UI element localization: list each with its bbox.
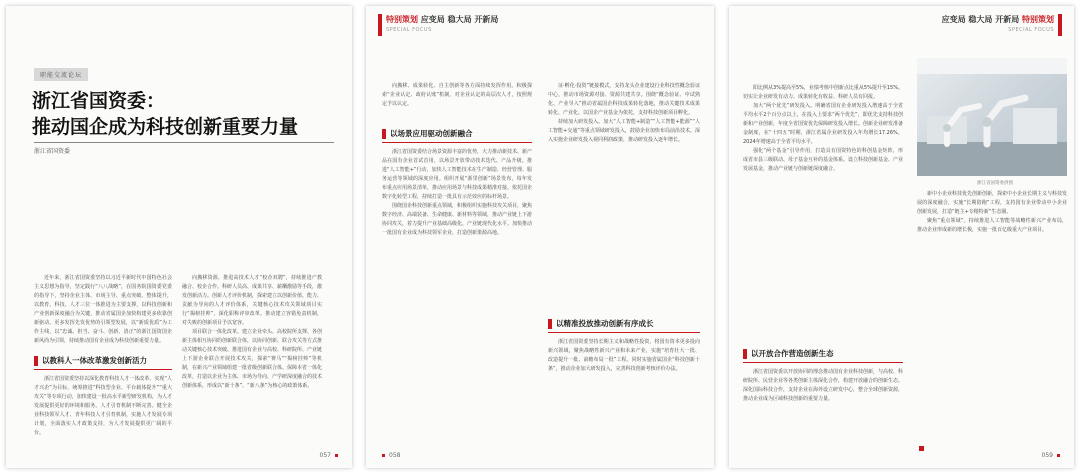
header-text: 应变局 稳大局 开新局 bbox=[420, 14, 499, 24]
header-tag: 特别策划 bbox=[1022, 14, 1054, 24]
section-rule-2 bbox=[382, 142, 532, 143]
section-rule-3 bbox=[548, 332, 700, 333]
title-rule bbox=[34, 142, 334, 143]
page-marker-icon bbox=[1057, 454, 1060, 457]
section-heading-3: 以精准投放推动创新有序成长 bbox=[548, 318, 654, 329]
page-number: 057 bbox=[320, 452, 338, 459]
section-heading-4: 以开放合作营造创新生态 bbox=[743, 348, 834, 359]
page-number: 058 bbox=[382, 452, 400, 459]
header-tag: 特别策划 bbox=[386, 14, 418, 24]
page-header bbox=[378, 14, 498, 36]
section-heading-1: 以教科人一体改革激发创新活力 bbox=[34, 355, 147, 366]
section-rule-4 bbox=[743, 362, 903, 363]
intro-column-2: 向搬移资源，推进高技术人才“校企双聘”，持续推进产教融合、校企合作。科研人员高、成果共享、薪酬激励等手段，激发创新活力。创新人才评价机制，探索建立以创新价值、能力、贡献为导向的人才评价体系，关键核心技术攻关领域项目实行“揭榜挂帅”，深化职称评审改革。推动建立容错免责机制，对失败的创新项目予以宽容。 项目联合一体化改革。建立企业牵头、高校院所支撑、各创新主体相互协同的创新联合体，以协同创新、联合攻关等方式推动关键核心技术突破。推进国有企业与高校、科研院所、产业链上下游企业联合开展技术攻关，探索“赛马”“揭榜挂帅”等机制，在新兴产业领域组建一批省级创新联合体。保障本省一体化改革，打造以企业为主体、市场为导向、产学研深度融合的技术创新体系，形成以“新十条”、“新八条”为核心的政策体系。 bbox=[182, 275, 322, 389]
section-3-column: 浙江省国资委坚持长期主义和战略性投资，将国有资本更多投向新兴领域，聚焦战略性新兴产业和未来产业，实施“培育壮大一批、改造提升一批、前瞻布局一批”工程。同时实施省属国企“科技创新十条”，推动企业加大研发投入，完善科技创新考核评价办法。 bbox=[548, 339, 700, 372]
column-1-top: 向搬移、成果转化、自主创新等各方面持续发挥作用。积极探索“企业认定、政府认账”机制，对企业认定的高层次人才，按照规定予以认定。 bbox=[382, 83, 532, 107]
page-marker-icon bbox=[335, 454, 338, 457]
header-sub: SPECIAL FOCUS bbox=[386, 27, 432, 33]
factory-robot-photo bbox=[917, 58, 1067, 176]
column-tag: 职能交流论坛 bbox=[34, 68, 88, 81]
page-middle bbox=[366, 6, 714, 468]
header-bar-icon bbox=[1058, 14, 1062, 36]
section-4-column: 浙江省国资委以开放协同的理念推动国有企业科技创新，与高校、科研院所、民营企业等各类创新主体深化合作，构建开放融合的创新生态。深化国际科技合作，支持企业在海外设立研发中心，整合全球创新资源，推动企业成为区域科技创新的重要力量。 bbox=[743, 369, 903, 402]
page-right bbox=[729, 6, 1074, 468]
title-line-1: 浙江省国资委： bbox=[32, 90, 166, 112]
end-mark-icon bbox=[919, 446, 924, 451]
section-2-column: 浙江省国资委结合场景资源丰富的优势，大力推动新技术、新产品在国有企业首试首用，以场景开放带动技术迭代、产品升级。推进“人工智能+”行动，加快人工智能技术在生产制造、经营管理、服务运营等领域的深度应用。组织开展“浙里创新”场景发布，每年发布重点应用场景清单，推动应用场景与科技成果精准对接。依托国企数字化转型工程，持续打造一批具有示范效应的标杆场景。 围绕国企科技创新重点领域，积极组织实施科技攻关项目，聚焦数字经济、高端装备、生命健康、新材料等领域，推动产业链上下游协同攻关，着力提升产业基础高级化、产业链现代化水平。加快推动一批国有企业成为科技领军企业，打造创新策源高地。 bbox=[382, 149, 532, 236]
column-2: 证·孵化·投资”链接模式，支持龙头企业建设行业科技性概念验证中心，推动市场资源对接、资源共建共享。围绕“概念验证、中试熟化、产业导入”推动省属国企科技成果转化落地，推动关键技术成果转化、产业化。以国企产业基金为依托，支持科技创新项目孵化。 持续加大研发投入。加大“人工智能+制造”“人工智能+能源”“人工智能+交通”等重点领域研发投入，鼓励企业加快布局前沿技术。深入实施企业研发投入视同利润政策，推动研发投入逐年增长。 bbox=[548, 83, 700, 143]
column-1: 阳比例从3%提高至5%，业绩考核中创新点比重从5%提升至15%。切实让企业研发有动力、成果转化有收益、科研人员有回报。 加大“两个优先”研发投入。明确省国有企业研发投入增速高于全省平均水平2个百分点以上，在投入上要求“两个优先”，即优先支持科技创新和产业创新，年度全省国资优先保障研发投入增长。创新企业研发准备金制度，在“十四五”时期，浙江省属企业研发投入年均增长17.26%，2024年增速高于全省平均水平。 强化“两个基金”引导作用，打造具有国资特色的科创基金矩阵，形成省市县三级联动、母子基金互补的基金体系。设立科技创新基金、产业发展基金，推动产业链与创新链深度融合。 bbox=[743, 85, 903, 172]
photo-caption: 浙江省国资委供图 bbox=[977, 181, 1013, 186]
header-text: 应变局 稳大局 开新局 bbox=[941, 14, 1020, 24]
section-1-column: 浙江省国资委坚持以深化教育科技人才一体改革、实现“人才兴企”为目标，统筹推进“科技型企业、平台载体提升”“重大攻关”等专项行动，加快建设一批高水平新型研发机构，为人才发展提供更好的环境和服务。人才引育机制不断完善。健全企业科技领军人才、青年科技人才引育机制，实施人才发展专项计划，全面落实人才政策支持，为人才发展提供更广阔的平台。 bbox=[34, 376, 172, 436]
column-2: 新中小企业科技优先创新创新，探索中小企业长期主义与科技发展的深度融合，实施“长期陪跑”工程，支持国有企业带动中小企业创新发展，打造“链主+专精特新”生态圈。 聚焦“重点领域”。持续推进人工智能等战略性新兴产业布局，推动企业形成新的增长极，实施一批百亿级重大产业项目。 bbox=[917, 191, 1067, 233]
article-title bbox=[32, 88, 298, 140]
page-marker-icon bbox=[382, 454, 385, 457]
title-line-2: 推动国企成为科技创新重要力量 bbox=[32, 116, 299, 138]
page-header bbox=[942, 14, 1062, 36]
section-rule-1 bbox=[34, 369, 172, 370]
intro-column-1: 近年来，浙江省国资委坚持以习近平新时代中国特色社会主义思想为指导，坚定践行“八八战略”，在国务院国资委党委的指导下，坚持企业主体、市场主导、重点突破、整体提升，以教育、科技、人才三位一体推进为主要支撑，以科技创新和产业创新深度融合为关键，推动省属国企加快构建更多依靠创新驱动、更多发挥先发优势的引领型发展，以“新质优质”为工作主线，以“忠诚、担当、奋斗、创新、清正”的浙江国资国企新风尚为引领，持续推动国有企业成为科技创新重要力量。 bbox=[34, 275, 172, 344]
article-end bbox=[917, 438, 924, 457]
robot-arm-icon bbox=[917, 58, 1067, 176]
author: 浙江省国资委 bbox=[34, 148, 71, 155]
page-number: 059 bbox=[1042, 452, 1060, 459]
page-left bbox=[6, 6, 352, 468]
header-sub: SPECIAL FOCUS bbox=[1008, 27, 1054, 33]
section-heading-2: 以场景应用驱动创新融合 bbox=[382, 128, 473, 139]
header-bar-icon bbox=[378, 14, 382, 36]
